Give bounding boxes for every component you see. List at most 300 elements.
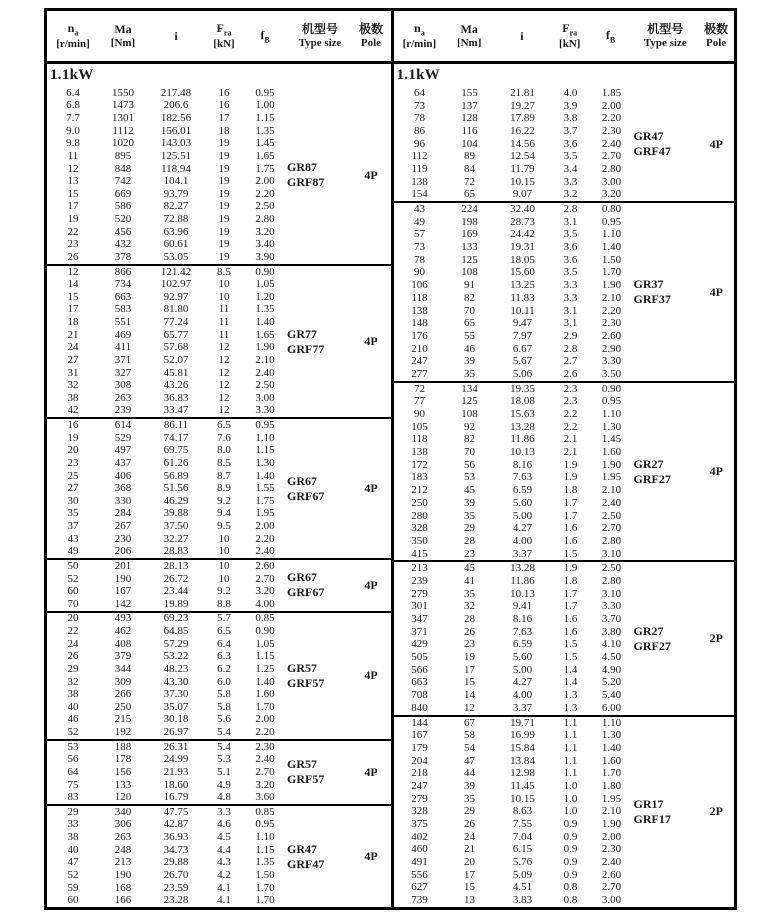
cell-fb: 0.95: [255, 86, 275, 99]
cell-i: 182.56: [160, 112, 192, 125]
cell-fb: 1.10: [601, 716, 622, 729]
table-row: [394, 780, 634, 793]
cell-fra: 2.6: [563, 367, 578, 380]
type-size-group: [394, 560, 735, 714]
cell-na: 7.7: [66, 112, 80, 125]
cell-fb: 2.20: [601, 304, 622, 317]
cell-fb: 2.90: [601, 342, 622, 355]
cell-ma: 168: [114, 881, 132, 894]
cell-i: 3.37: [512, 701, 533, 714]
cell-fra: 1.5: [563, 638, 578, 651]
cell-fb: 0.90: [255, 625, 275, 638]
cell-fb: 2.40: [255, 545, 275, 558]
cell-ma: 239: [114, 404, 132, 417]
power-row-left: [47, 64, 391, 87]
cell-fra: 1.7: [563, 587, 578, 600]
table-row: [394, 729, 634, 742]
cell-i: 7.04: [512, 830, 533, 843]
cell-i: 74.17: [163, 431, 189, 444]
cell-na: 301: [411, 600, 428, 613]
cell-na: 57: [414, 228, 425, 241]
table-row: [47, 188, 287, 201]
cell-i: 26.72: [163, 572, 189, 585]
cell-ma: 201: [114, 559, 132, 572]
cell-i: 29.88: [163, 856, 189, 869]
cell-na: 6.4: [66, 86, 80, 99]
cell-fra: 3.1: [563, 304, 578, 317]
cell-fb: 2.40: [255, 753, 275, 766]
cell-fb: 1.05: [255, 278, 275, 291]
cell-fra: 1.4: [563, 663, 578, 676]
cell-na: 60: [67, 585, 79, 598]
cell-na: 49: [414, 215, 425, 228]
cell-na: 12: [67, 265, 79, 278]
cell-fb: 2.50: [601, 562, 622, 575]
cell-i: 102.97: [160, 278, 192, 291]
cell-ma: 866: [114, 265, 132, 278]
cell-fra: 10: [218, 532, 230, 545]
table-row: [394, 383, 634, 396]
cell-i: 19.27: [510, 99, 535, 112]
cell-i: 28.13: [163, 559, 189, 572]
cell-fra: 2.7: [563, 355, 578, 368]
cell-fb: 1.70: [255, 881, 275, 894]
table-row: [47, 625, 287, 638]
cell-na: 73: [414, 99, 425, 112]
cell-na: 250: [411, 496, 428, 509]
cell-i: 61.26: [163, 456, 189, 469]
cell-i: 21.81: [510, 86, 535, 99]
cell-na: 73: [414, 241, 425, 254]
table-row: [394, 818, 634, 831]
table-row: [47, 379, 287, 392]
cell-fra: 5.4: [217, 726, 231, 739]
cell-fra: 1.6: [563, 625, 578, 638]
cell-na: 38: [67, 391, 79, 404]
cell-fra: 11: [218, 328, 230, 341]
group-rows: [47, 87, 287, 264]
cell-fb: 4.10: [601, 638, 622, 651]
table-row: [47, 533, 287, 546]
table-row: [47, 869, 287, 882]
pole-label: 4P: [364, 849, 378, 863]
cell-fra: 9.2: [217, 585, 231, 598]
cell-fb: 2.20: [255, 726, 275, 739]
cell-ma: 330: [114, 494, 132, 507]
cell-na: 402: [411, 830, 428, 843]
table-row: [394, 869, 634, 882]
cell-fra: 8.8: [217, 597, 231, 610]
cell-fb: 1.80: [601, 779, 622, 792]
cell-na: 40: [67, 843, 79, 856]
cell-i: 13.28: [510, 420, 535, 433]
table-row: [394, 856, 634, 869]
cell-i: 16.79: [163, 791, 189, 804]
cell-i: 56.89: [163, 469, 189, 482]
cell-ma: 378: [114, 250, 132, 263]
group-rows: [394, 87, 634, 201]
table-row: [394, 882, 634, 895]
cell-i: 60.61: [163, 238, 189, 251]
cell-na: 56: [67, 753, 79, 766]
table-row: [394, 434, 634, 447]
cell-i: 10.15: [510, 175, 535, 188]
cell-i: 4.00: [512, 689, 533, 702]
cell-ma: 178: [114, 753, 132, 766]
cell-na: 12: [67, 162, 79, 175]
cell-na: 112: [411, 150, 428, 163]
cell-fb: 6.00: [601, 701, 622, 714]
col-fra: $F_{ra}$ [kN]: [213, 20, 235, 50]
cell-i: 24.42: [510, 228, 535, 241]
cell-fra: 3.6: [563, 241, 578, 254]
cell-fra: 19: [218, 137, 230, 150]
cell-i: 3.37: [512, 547, 533, 560]
group-rows: [47, 419, 287, 558]
cell-i: 45.81: [163, 366, 189, 379]
type-size-group: [47, 558, 391, 611]
cell-na: 212: [411, 484, 428, 497]
cell-na: 14: [67, 278, 79, 291]
cell-ma: 1112: [112, 124, 134, 137]
cell-i: 32.27: [163, 532, 189, 545]
table-row: [47, 806, 287, 819]
table-row: [47, 392, 287, 405]
table-row: [47, 213, 287, 226]
table-row: [47, 150, 287, 163]
cell-na: 64: [414, 86, 425, 99]
cell-fb: 0.90: [255, 265, 275, 278]
cell-fb: 1.75: [255, 162, 275, 175]
cell-na: 29: [67, 662, 79, 675]
cell-ma: 344: [114, 662, 132, 675]
cell-fra: 3.1: [563, 215, 578, 228]
cell-fb: 2.30: [255, 740, 275, 753]
cell-ma: 72: [464, 175, 475, 188]
cell-i: 39.88: [163, 507, 189, 520]
type-size-group: [47, 611, 391, 739]
cell-fb: 1.65: [255, 149, 275, 162]
cell-ma: 44: [464, 767, 475, 780]
cell-fra: 17: [218, 112, 230, 125]
cell-i: 72.88: [163, 213, 189, 226]
cell-i: 10.15: [510, 792, 535, 805]
cell-ma: 462: [114, 625, 132, 638]
table-row: [47, 482, 287, 495]
cell-ma: 263: [114, 831, 132, 844]
type-size-label: GR57 GRF57: [287, 757, 325, 787]
cell-i: 15.60: [510, 266, 535, 279]
col-fra: $F_{ra}$ [kN]: [559, 20, 581, 50]
cell-na: 429: [411, 638, 428, 651]
cell-fra: 0.9: [563, 830, 578, 843]
cell-i: 82.27: [163, 200, 189, 213]
cell-i: 125.51: [160, 149, 192, 162]
cell-fra: 4.6: [217, 818, 231, 831]
table-row: [394, 355, 634, 368]
cell-fb: 1.35: [255, 124, 275, 137]
cell-fra: 1.7: [563, 509, 578, 522]
table-row: [394, 267, 634, 280]
cell-ma: 1020: [112, 137, 134, 150]
cell-i: 118.94: [161, 162, 191, 175]
table-row: [47, 251, 287, 264]
table-row: [47, 560, 287, 573]
cell-ma: 29: [464, 522, 475, 535]
table-row: [47, 419, 287, 432]
cell-fra: 2.9: [563, 329, 578, 342]
cell-i: 5.00: [512, 663, 533, 676]
cell-ma: 142: [114, 597, 132, 610]
cell-na: 42: [67, 404, 79, 417]
cell-fra: 3.3: [217, 805, 231, 818]
table-row: [394, 793, 634, 806]
cell-na: 46: [67, 713, 79, 726]
cell-fra: 1.5: [563, 651, 578, 664]
cell-ma: 82: [464, 291, 475, 304]
cell-na: 210: [411, 342, 428, 355]
cell-i: 206.6: [163, 99, 189, 112]
cell-fra: 1.9: [563, 471, 578, 484]
table-row: [394, 717, 634, 730]
cell-ma: 47: [464, 754, 475, 767]
cell-i: 104.1: [163, 175, 189, 188]
cell-fb: 1.55: [255, 482, 275, 495]
cell-i: 8.63: [512, 805, 533, 818]
cell-fb: 4.00: [255, 597, 275, 610]
cell-ma: 23: [464, 638, 475, 651]
table-row: [394, 588, 634, 601]
cell-fb: 1.95: [255, 507, 275, 520]
cell-fra: 3.1: [563, 317, 578, 330]
cell-i: 11.83: [510, 291, 535, 304]
cell-i: 19.71: [510, 716, 535, 729]
table-row: [394, 548, 634, 561]
cell-na: 279: [411, 587, 428, 600]
cell-fra: 1.7: [563, 496, 578, 509]
cell-fb: 1.15: [255, 843, 275, 856]
cell-fra: 0.9: [563, 843, 578, 856]
cell-i: 92.97: [163, 290, 189, 303]
cell-fb: 2.60: [601, 868, 622, 881]
cell-fra: 3.5: [563, 150, 578, 163]
cell-fb: 3.30: [255, 404, 275, 417]
table-row: [47, 432, 287, 445]
table-row: [47, 585, 287, 598]
cell-fb: 1.70: [601, 767, 622, 780]
cell-ma: 55: [464, 329, 475, 342]
cell-na: 328: [411, 805, 428, 818]
cell-ma: 551: [114, 316, 132, 329]
cell-fra: 1.6: [563, 522, 578, 535]
cell-fra: 8.5: [217, 456, 231, 469]
cell-na: 21: [67, 328, 79, 341]
cell-fb: 1.90: [601, 458, 622, 471]
table-row: [394, 626, 634, 639]
cell-na: 350: [411, 534, 428, 547]
cell-fb: 3.20: [255, 225, 275, 238]
cell-na: 15: [67, 290, 79, 303]
cell-fb: 1.45: [255, 137, 275, 150]
cell-ma: 230: [114, 532, 132, 545]
group-rows: [47, 806, 287, 907]
type-size-group: [47, 739, 391, 804]
cell-i: 4.27: [512, 676, 533, 689]
power-label: 1.1kW: [396, 67, 441, 83]
cell-ma: 39: [464, 779, 475, 792]
cell-i: 156.01: [160, 124, 192, 137]
table-row: [394, 176, 634, 189]
cell-fb: 2.60: [601, 329, 622, 342]
cell-i: 33.47: [163, 404, 189, 417]
cell-i: 7.97: [512, 329, 533, 342]
cell-ma: 213: [114, 856, 132, 869]
cell-i: 4.51: [512, 881, 533, 894]
table-row: [47, 819, 287, 832]
cell-fb: 1.60: [601, 446, 622, 459]
col-fb: $f_B$: [260, 27, 270, 44]
cell-fra: 11: [218, 303, 230, 316]
cell-i: 52.07: [163, 353, 189, 366]
cell-ma: 67: [464, 716, 475, 729]
cell-na: 43: [67, 532, 79, 545]
cell-i: 11.79: [510, 162, 535, 175]
table-row: [394, 446, 634, 459]
table-row: [47, 112, 287, 125]
cell-ma: 190: [114, 572, 132, 585]
cell-fb: 1.15: [255, 444, 275, 457]
table-row: [394, 535, 634, 548]
cell-fra: 10: [218, 572, 230, 585]
cell-ma: 406: [114, 469, 132, 482]
cell-fb: 2.00: [601, 830, 622, 843]
cell-ma: 12: [464, 701, 475, 714]
cell-fb: 1.30: [255, 456, 275, 469]
cell-na: 75: [67, 778, 79, 791]
cell-fb: 1.25: [255, 662, 275, 675]
cell-fb: 2.70: [255, 572, 275, 585]
cell-i: 51.56: [163, 482, 189, 495]
cell-fra: 4.5: [217, 831, 231, 844]
cell-ma: 41: [464, 574, 475, 587]
cell-fb: 3.60: [255, 791, 275, 804]
cell-fra: 1.3: [563, 689, 578, 702]
cell-fra: 3.3: [563, 279, 578, 292]
table-row: [47, 239, 287, 252]
cell-ma: 65: [464, 317, 475, 330]
table-row: [394, 601, 634, 614]
table-row: [47, 457, 287, 470]
cell-ma: 26: [464, 625, 475, 638]
pole-label: 4P: [364, 764, 378, 779]
cell-ma: 17: [464, 663, 475, 676]
table-row: [394, 138, 634, 151]
table-row: [394, 689, 634, 702]
cell-ma: 614: [114, 419, 132, 432]
table-row: [47, 520, 287, 533]
cell-ma: 309: [114, 675, 132, 688]
cell-fra: 19: [218, 200, 230, 213]
table-row: [394, 562, 634, 575]
cell-fb: 3.20: [255, 585, 275, 598]
cell-na: 90: [414, 408, 425, 421]
cell-na: 708: [411, 689, 428, 702]
cell-fra: 0.8: [563, 881, 578, 894]
cell-fra: 5.6: [217, 713, 231, 726]
cell-i: 26.70: [163, 868, 189, 881]
cell-na: 78: [414, 112, 425, 125]
cell-fb: 3.80: [601, 625, 622, 638]
table-header-left: [47, 11, 391, 64]
cell-ma: 84: [464, 162, 475, 175]
table-body-right: [394, 87, 735, 907]
cell-i: 5.60: [512, 496, 533, 509]
cell-na: 33: [67, 818, 79, 831]
cell-fb: 2.50: [601, 509, 622, 522]
cell-ma: 137: [461, 99, 478, 112]
cell-i: 53.22: [163, 650, 189, 663]
cell-fra: 2.3: [563, 382, 578, 395]
table-row: [47, 546, 287, 559]
table-row: [47, 779, 287, 792]
cell-i: 14.56: [510, 137, 535, 150]
cell-fb: 2.80: [601, 534, 622, 547]
cell-na: 247: [411, 355, 428, 368]
cell-fra: 4.8: [217, 791, 231, 804]
table-row: [394, 421, 634, 434]
group-rows: [47, 613, 287, 739]
cell-fra: 6.2: [217, 662, 231, 675]
cell-fb: 2.80: [601, 574, 622, 587]
cell-fra: 8.0: [217, 444, 231, 457]
cell-fb: 3.00: [601, 175, 622, 188]
col-fb: $f_B$: [605, 27, 616, 44]
cell-ma: 169: [461, 228, 478, 241]
table-row: [47, 405, 287, 418]
cell-fra: 12: [218, 341, 230, 354]
cell-ma: 224: [461, 203, 478, 216]
cell-ma: 128: [461, 112, 478, 125]
cell-fb: 1.70: [601, 266, 622, 279]
cell-ma: 20: [464, 856, 475, 869]
cell-fb: 2.00: [255, 175, 275, 188]
cell-na: 20: [67, 612, 79, 625]
cell-na: 47: [67, 856, 79, 869]
table-row: [394, 831, 634, 844]
cell-ma: 1301: [112, 112, 134, 125]
table-row: [47, 100, 287, 113]
cell-na: 27: [67, 482, 79, 495]
type-size-group: [394, 381, 735, 561]
cell-ma: 56: [464, 458, 475, 471]
cell-ma: 493: [114, 612, 132, 625]
cell-fb: 3.20: [601, 188, 622, 201]
cell-ma: 188: [114, 740, 132, 753]
group-rows: [47, 266, 287, 418]
table-row: [47, 573, 287, 586]
table-row: [394, 575, 634, 588]
cell-i: 10.13: [510, 446, 535, 459]
cell-ma: 28: [464, 534, 475, 547]
cell-na: 38: [67, 831, 79, 844]
cell-i: 69.75: [163, 444, 189, 457]
cell-ma: 35: [464, 509, 475, 522]
pole-label: 2P: [709, 631, 723, 646]
cell-fra: 4.2: [217, 868, 231, 881]
cell-i: 6.15: [512, 843, 533, 856]
cell-ma: 379: [114, 650, 132, 663]
table-row: [394, 742, 634, 755]
